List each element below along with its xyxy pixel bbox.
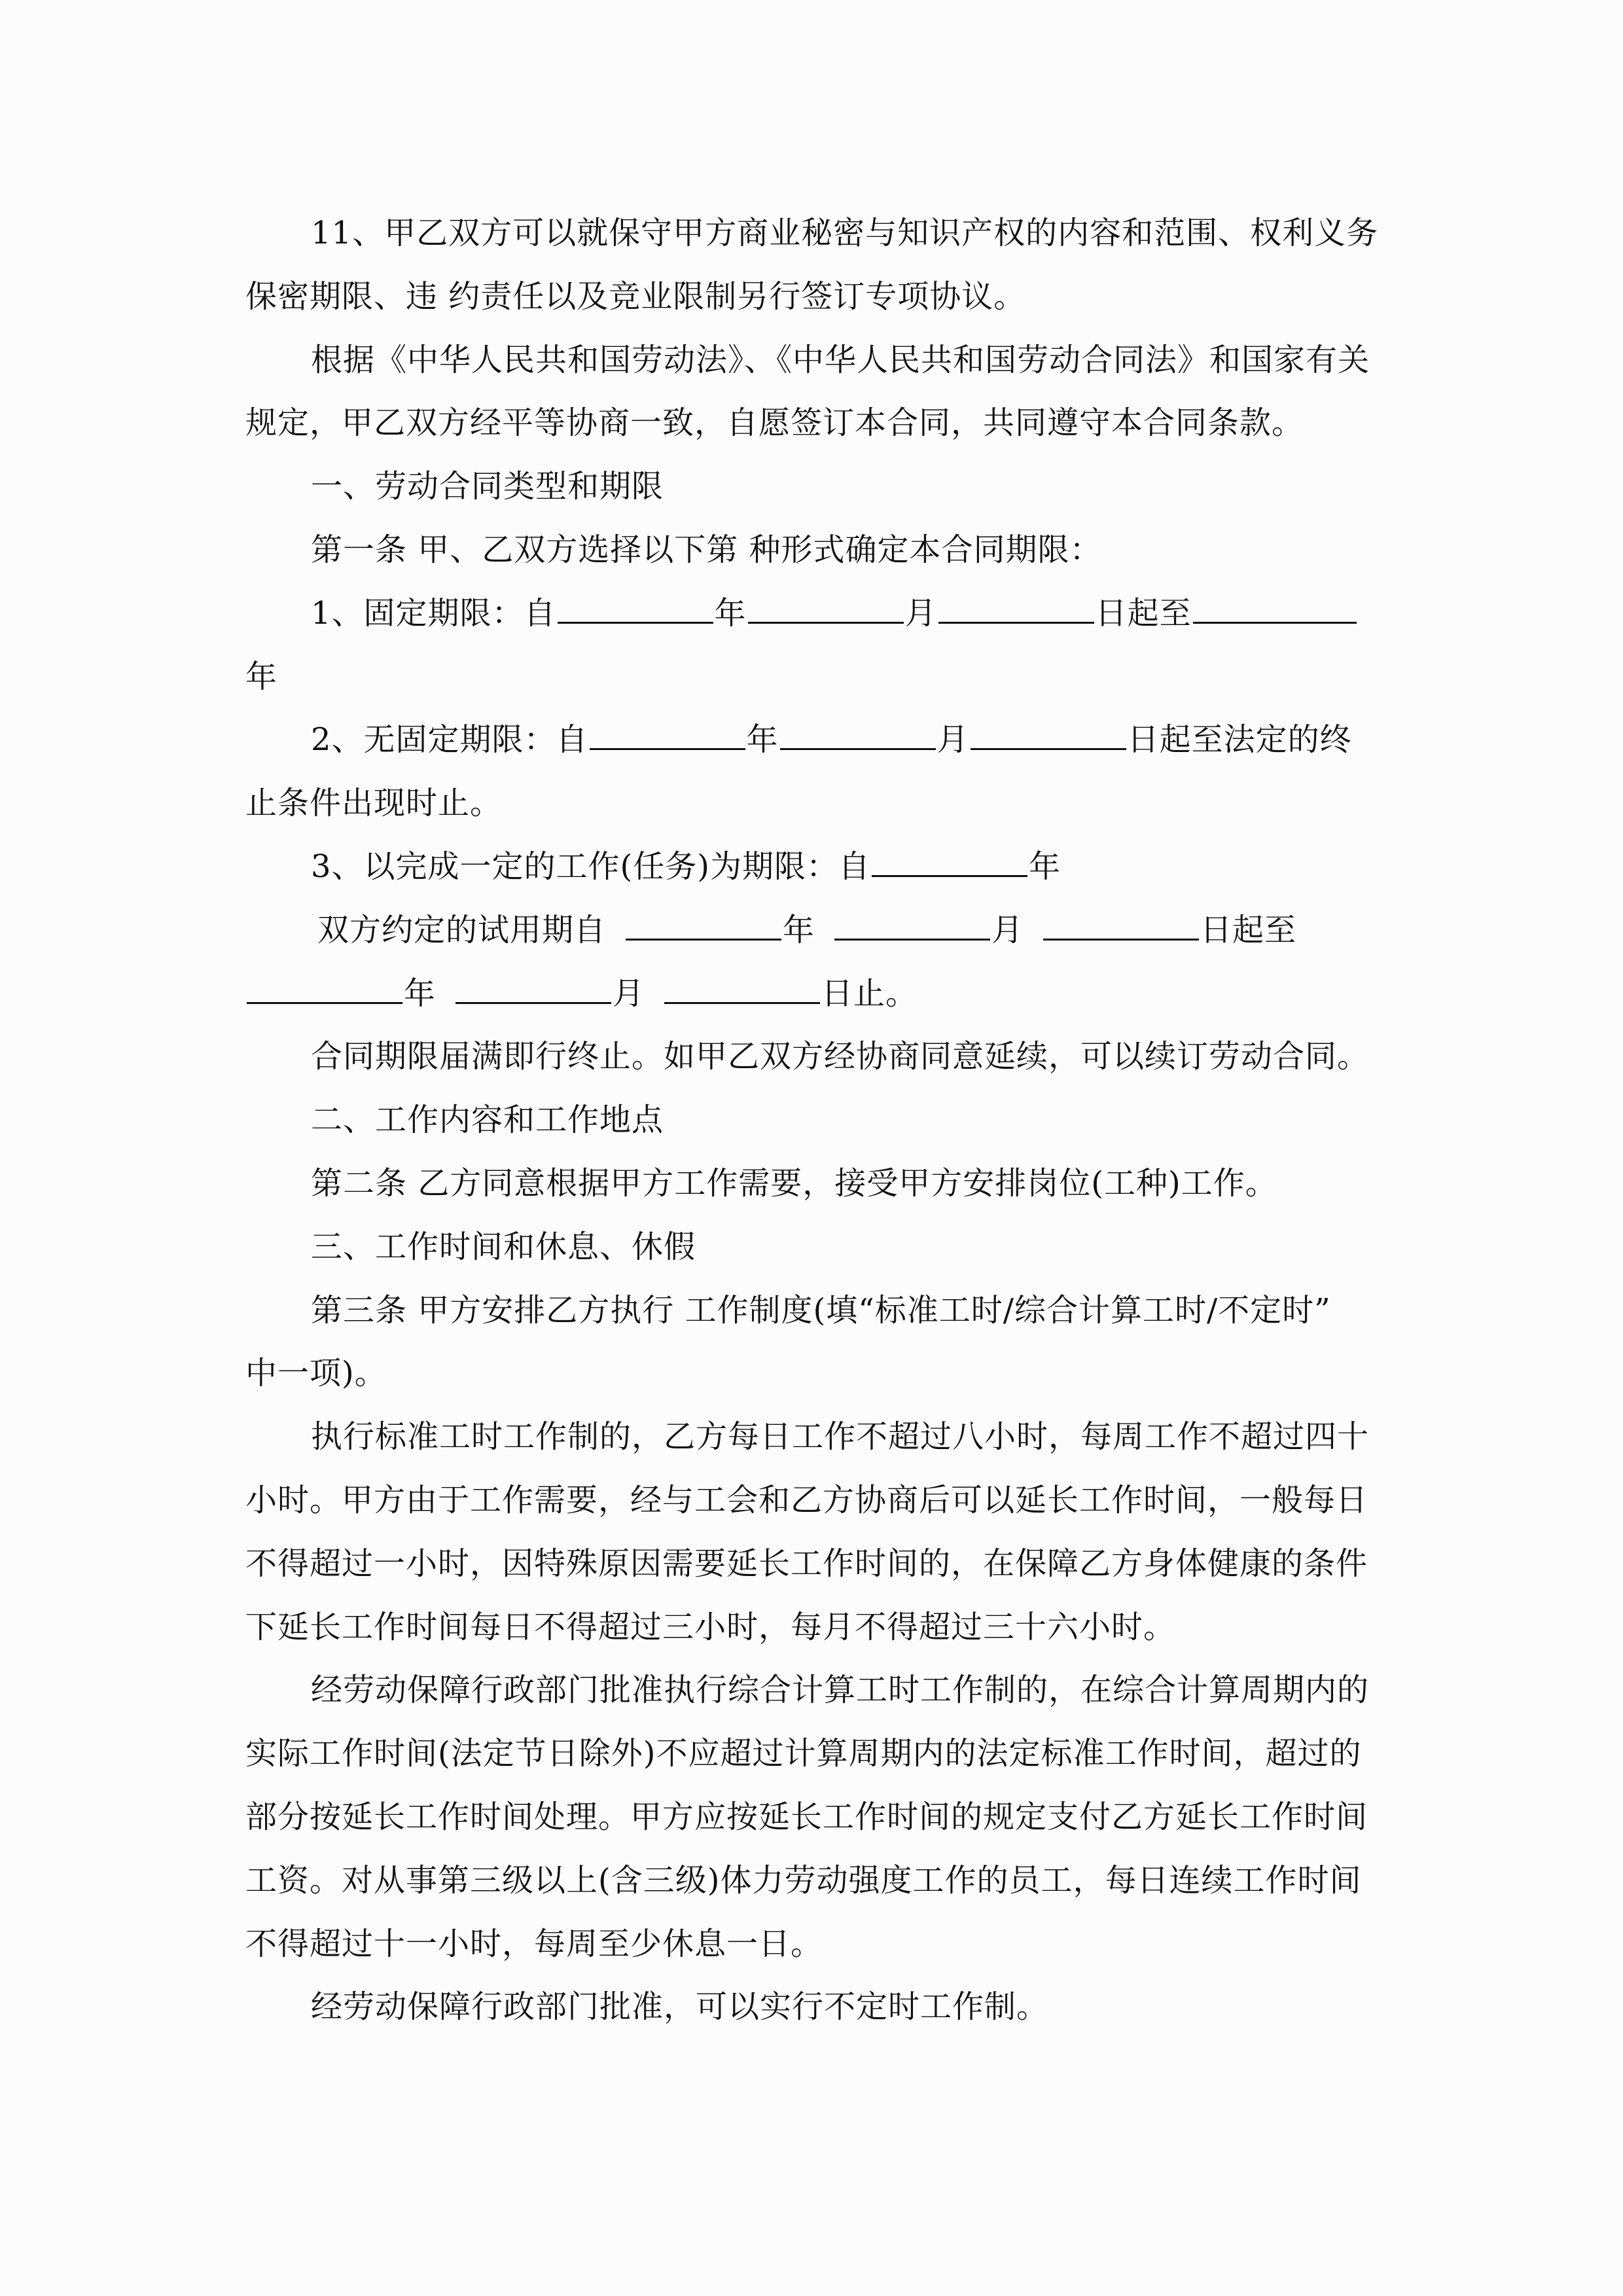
- probation-start-year-blank[interactable]: [626, 902, 781, 941]
- fixed-term-start-month-blank[interactable]: [748, 585, 904, 624]
- term-renewal: 合同期限届满即行终止。如甲乙双方经协商同意延续，可以续订劳动合同。: [311, 1038, 1370, 1075]
- comprehensive-hours-line-1: 经劳动保障行政部门批准执行综合计算工时工作制的，在综合计算周期内的: [311, 1672, 1370, 1709]
- fixed-term-line-2: 年: [245, 658, 278, 695]
- fixed-term-month-label: 月: [904, 594, 937, 632]
- open-term-day-blank[interactable]: [971, 711, 1126, 750]
- fixed-term-year-label: 年: [714, 594, 747, 632]
- probation-start-month-blank[interactable]: [834, 902, 990, 941]
- probation-line-2: [245, 962, 1381, 1026]
- open-term-year-blank[interactable]: [590, 711, 745, 750]
- probation-end-year-blank[interactable]: [247, 965, 402, 1004]
- probation-end-month-label: 月: [613, 975, 645, 1012]
- article-3-line-1: 第三条 甲方安排乙方执行 工作制度(填“标准工时/综合计算工时/不定时”: [311, 1291, 1331, 1329]
- fixed-term-start-day-blank[interactable]: [938, 585, 1094, 624]
- section-2-heading: 二、工作内容和工作地点: [311, 1102, 664, 1139]
- probation-line: [245, 899, 1381, 962]
- probation-day-label: 日起至: [1200, 911, 1297, 948]
- open-term-month-label: 月: [936, 721, 969, 759]
- flexible-hours: 经劳动保障行政部门批准，可以实行不定时工作制。: [311, 1988, 1049, 2026]
- probation-year-label: 年: [783, 911, 815, 948]
- standard-hours-line-1: 执行标准工时工作制的，乙方每日工作不超过八小时，每周工作不超过四十: [311, 1418, 1370, 1456]
- standard-hours-line-3: 不得超过一小时，因特殊原因需要延长工作时间的，在保障乙方身体健康的条件: [245, 1545, 1368, 1582]
- open-term-year-label: 年: [746, 721, 779, 759]
- preamble-line-2: 规定，甲乙双方经平等协商一致，自愿签订本合同，共同遵守本合同条款。: [245, 404, 1304, 442]
- article-1: 第一条 甲、乙双方选择以下第 种形式确定本合同期限：: [311, 531, 1102, 568]
- fixed-term-end-year-blank[interactable]: [1193, 585, 1357, 624]
- section-3-heading: 三、工作时间和休息、休假: [311, 1228, 696, 1265]
- task-term-year-label: 年: [1029, 848, 1061, 885]
- document-page: [245, 202, 1381, 2039]
- probation-end-day-blank[interactable]: [664, 965, 820, 1004]
- fixed-term-label: 1、固定期限：自: [311, 594, 556, 632]
- standard-hours-line-4: 下延长工作时间每日不得超过三小时，每月不得超过三十六小时。: [245, 1608, 1176, 1645]
- fixed-term-day-label: 日起至: [1095, 594, 1192, 632]
- standard-hours-line-2: 小时。甲方由于工作需要，经与工会和乙方协商后可以延长工作时间，一般每日: [245, 1481, 1368, 1518]
- open-term-month-blank[interactable]: [780, 711, 936, 750]
- section-1-heading: 一、劳动合同类型和期限: [311, 468, 664, 505]
- probation-end-month-blank[interactable]: [455, 965, 611, 1004]
- open-term-line-2: 止条件出现时止。: [245, 785, 503, 822]
- fixed-term-line: [245, 582, 1381, 645]
- clause-11-line-1: 11、甲乙双方可以就保守甲方商业秘密与知识产权的内容和范围、权利义务: [311, 215, 1379, 251]
- preamble-line-1: 根据《中华人民共和国劳动法》、《中华人民共和国劳动合同法》和国家有关: [311, 341, 1370, 378]
- open-term-label: 2、无固定期限：自: [311, 721, 588, 759]
- task-term-year-blank[interactable]: [872, 838, 1027, 877]
- article-3-line-2: 中一项)。: [245, 1355, 387, 1392]
- task-term-label: 3、以完成一定的工作(任务)为期限：自: [311, 848, 870, 885]
- probation-month-label: 月: [991, 911, 1024, 948]
- open-term-line: [245, 708, 1381, 772]
- probation-end-year-label: 年: [404, 975, 437, 1012]
- clause-11-line-2: 保密期限、违 约责任以及竞业限制另行签订专项协议。: [245, 278, 1026, 315]
- fixed-term-start-year-blank[interactable]: [558, 585, 713, 624]
- comprehensive-hours-line-3: 部分按延长工作时间处理。甲方应按延长工作时间的规定支付乙方延长工作时间: [245, 1798, 1368, 1835]
- comprehensive-hours-line-2: 实际工作时间(法定节日除外)不应超过计算周期内的法定标准工作时间，超过的: [245, 1735, 1362, 1772]
- task-term-line: [245, 835, 1381, 899]
- open-term-suffix: 日起至法定的终: [1127, 721, 1352, 759]
- comprehensive-hours-line-5: 不得超过十一小时，每周至少休息一日。: [245, 1925, 823, 1962]
- probation-start-day-blank[interactable]: [1043, 902, 1199, 941]
- probation-label: 双方约定的试用期自: [317, 911, 607, 948]
- article-2: 第二条 乙方同意根据甲方工作需要，接受甲方安排岗位(工种)工作。: [311, 1164, 1277, 1202]
- comprehensive-hours-line-4: 工资。对从事第三级以上(含三级)体力劳动强度工作的员工，每日连续工作时间: [245, 1861, 1362, 1899]
- probation-end-day-label: 日止。: [821, 975, 918, 1012]
